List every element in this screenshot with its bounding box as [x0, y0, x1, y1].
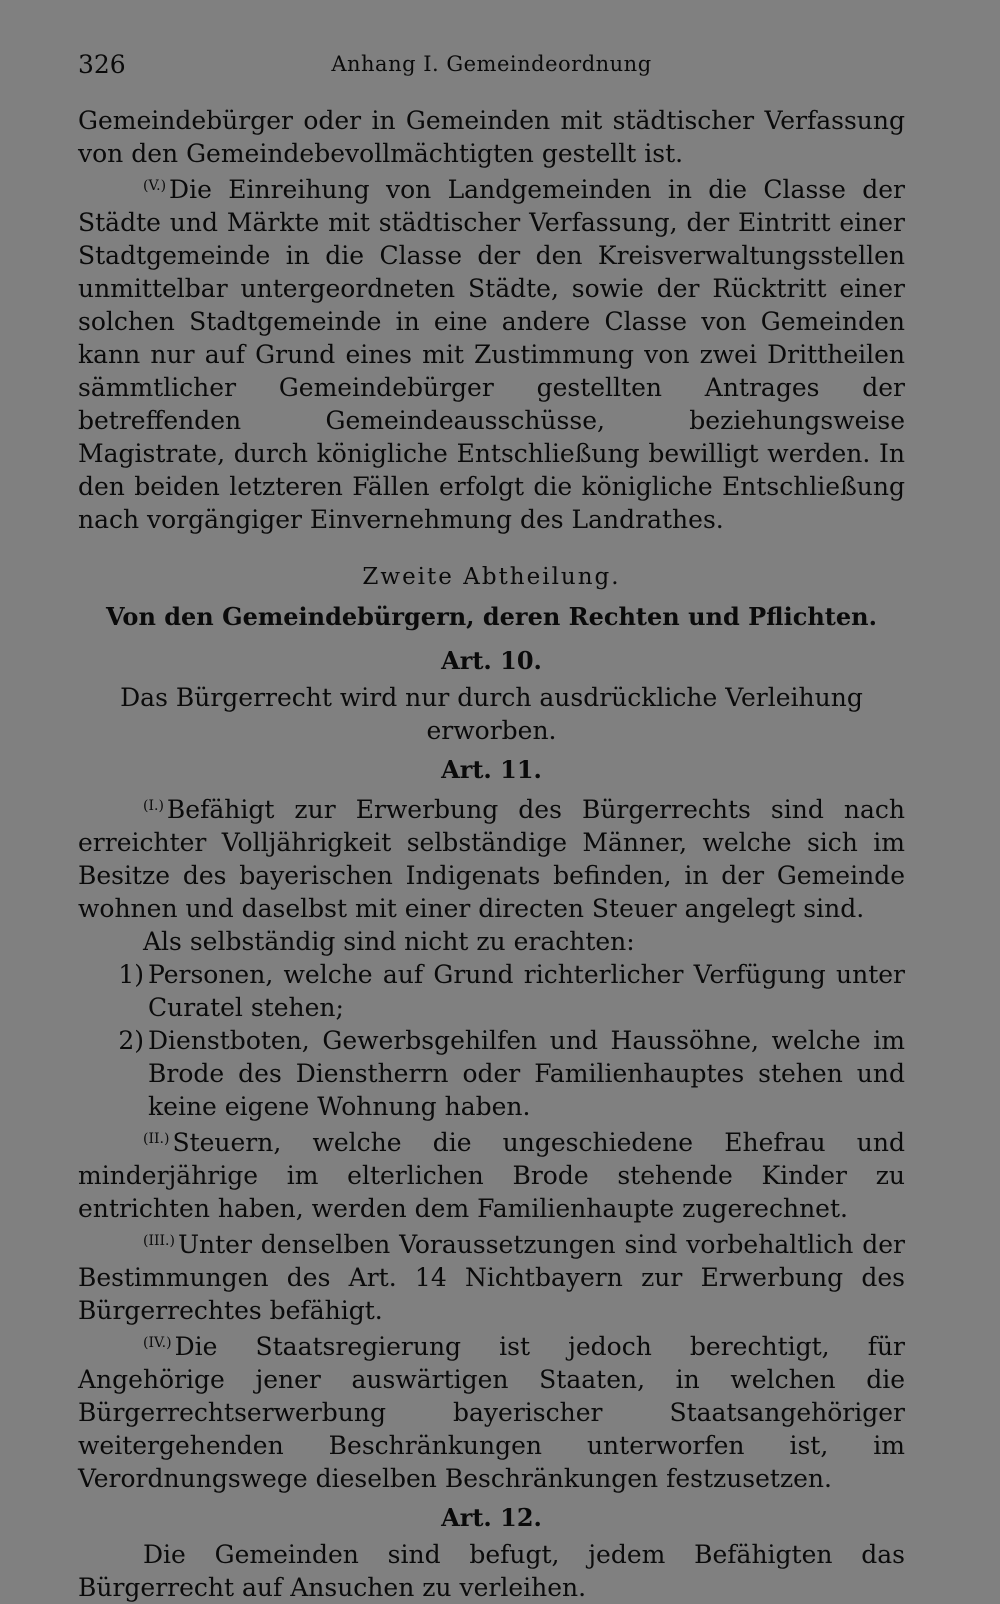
- article-11-exclusions-intro: Als selbständig sind nicht zu erachten:: [143, 927, 635, 956]
- division-label: Zweite Abtheilung.: [362, 564, 621, 590]
- article-11-paragraph-iii: [78, 1225, 905, 1327]
- article-11-paragraph-iv: [78, 1327, 905, 1495]
- paragraph-ref: (III.): [143, 1233, 175, 1249]
- article-11-paragraph-i: [78, 790, 905, 925]
- list-item: [78, 958, 905, 1024]
- paragraph-ref: (I.): [143, 798, 164, 814]
- paragraph-v: [78, 170, 905, 536]
- paragraph-ref: (II.): [143, 1131, 170, 1147]
- list-item-number: 1): [118, 960, 144, 989]
- article-11-paragraph-iii-text: Unter denselben Voraussetzungen sind vorbehaltlich der Bestimmungen des Art. 14 Nichtbayern zur Erwerbung des Bürgerrechtes befähigt.: [78, 1230, 905, 1325]
- paragraph-continuation: Gemeindebürger oder in Gemeinden mit städtischer Verfassung von den Gemeindebevollmächtigten gestellt ist.: [78, 106, 905, 168]
- article-11-paragraph-ii-text: Steuern, welche die ungeschiedene Ehefrau und minderjährige im elterlichen Brode stehende Kinder zu entrichten haben, werden dem Familienhaupte zugerechnet.: [78, 1128, 905, 1223]
- running-head: Anhang I. Gemeindeordnung: [331, 52, 652, 76]
- list-item-text: Dienstboten, Gewerbsgehilfen und Haussöhne, welche im Brode des Dienstherrn oder Familienhauptes stehen und keine eigene Wohnung haben.: [148, 1026, 905, 1121]
- article-11-paragraph-ii: [78, 1123, 905, 1225]
- page-number: 326: [78, 50, 126, 79]
- paragraph-ref: (V.): [143, 178, 167, 194]
- list-item: [78, 1024, 905, 1123]
- list-item-text: Personen, welche auf Grund richterlicher Verfügung unter Curatel stehen;: [148, 960, 905, 1022]
- article-10-text: Das Bürgerrecht wird nur durch ausdrückliche Verleihung erworben.: [120, 683, 863, 745]
- section-title: Von den Gemeindebürgern, deren Rechten und Pflichten.: [106, 602, 877, 631]
- paragraph-v-text: Die Einreihung von Landgemeinden in die Classe der Städte und Märkte mit städtischer Verfassung, der Eintritt einer Stadtgemeinde in die Classe der den Kreisverwaltungsstellen unmittelbar untergeordneten Städte, sowie der Rücktritt einer solchen Stadtgemeinde in eine andere Classe von Gemeinden kann nur auf Grund eines mit Zustimmung von zwei Drittheilen sämmtlicher Gemeindebürger gestellten Antrages der betreffenden Gemeindeausschüsse, beziehungsweise Magistrate, durch königliche Entschließung bewilligt werden. In den beiden letzteren Fällen erfolgt die königliche Entschließung nach vorgängiger Einvernehmung des Landrathes.: [78, 175, 905, 534]
- article-11-paragraph-i-text: Befähigt zur Erwerbung des Bürgerrechts sind nach erreichter Volljährigkeit selbständige Männer, welche sich im Besitze des bayerischen Indigenats befinden, in der Gemeinde wohnen und daselbst mit einer directen Steuer angelegt sind.: [78, 795, 905, 923]
- article-11-paragraph-iv-text: Die Staatsregierung ist jedoch berechtigt, für Angehörige jener auswärtigen Staaten, in welchen die Bürgerrechtserwerbung bayerischer Staatsangehöriger weitergehenden Beschränkungen unterworfen ist, im Verordnungswege dieselben Beschränkungen festzusetzen.: [78, 1332, 905, 1493]
- article-10-heading: Art. 10.: [441, 646, 542, 675]
- body-text: [78, 104, 905, 1604]
- list-item-number: 2): [118, 1026, 144, 1055]
- article-11-heading: Art. 11.: [441, 755, 542, 784]
- article-12-text: Die Gemeinden sind befugt, jedem Befähigten das Bürgerrecht auf Ansuchen zu verleihen.: [78, 1540, 905, 1602]
- paragraph-ref: (IV.): [143, 1335, 172, 1351]
- page-header: [78, 50, 905, 84]
- article-12-heading: Art. 12.: [441, 1503, 542, 1532]
